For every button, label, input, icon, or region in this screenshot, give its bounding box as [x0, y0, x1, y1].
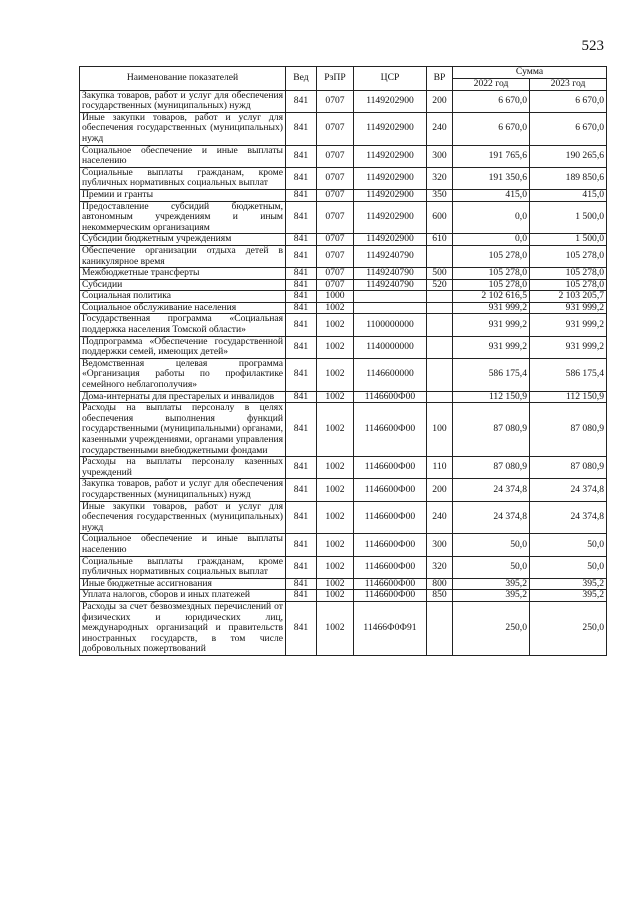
header-sum: Сумма [453, 67, 607, 79]
row-amount-2023: 250,0 [530, 601, 607, 655]
row-amount-2022: 50,0 [453, 556, 530, 578]
row-amount-2023: 6 670,0 [530, 112, 607, 145]
table-row [80, 90, 607, 112]
row-name: Социальное обеспечение и иные выплаты населению [80, 145, 286, 167]
row-amount-2022: 6 670,0 [453, 90, 530, 112]
table-row [80, 336, 607, 358]
row-ved: 841 [286, 234, 317, 246]
row-ved: 841 [286, 403, 317, 457]
row-csr: 1146600Ф00 [354, 590, 427, 602]
row-rzpr: 1002 [317, 501, 354, 534]
row-name: Государственная программа «Социальная поддержка населения Томской области» [80, 314, 286, 336]
row-csr: 1149202900 [354, 90, 427, 112]
row-amount-2022: 24 374,8 [453, 479, 530, 501]
row-amount-2022: 0,0 [453, 201, 530, 234]
row-csr: 1146600Ф00 [354, 501, 427, 534]
row-amount-2023: 105 278,0 [530, 245, 607, 267]
row-name: Закупка товаров, работ и услуг для обеспечения государственных (муниципальных) нужд [80, 90, 286, 112]
row-amount-2023: 24 374,8 [530, 501, 607, 534]
row-name: Премии и гранты [80, 189, 286, 201]
row-ved: 841 [286, 391, 317, 403]
row-name: Субсидии [80, 279, 286, 291]
row-vr [427, 391, 453, 403]
row-amount-2022: 395,2 [453, 578, 530, 590]
row-csr: 1149202900 [354, 112, 427, 145]
row-amount-2022: 6 670,0 [453, 112, 530, 145]
row-vr: 240 [427, 112, 453, 145]
row-name: Расходы за счет безвозмездных перечислений от физических и юридических лиц, международных организаций и правительств иностранных государств, в том числе добровольных пожертвований [80, 601, 286, 655]
table-row [80, 578, 607, 590]
row-amount-2023: 1 500,0 [530, 201, 607, 234]
row-amount-2022: 415,0 [453, 189, 530, 201]
row-rzpr: 1002 [317, 391, 354, 403]
row-amount-2023: 50,0 [530, 556, 607, 578]
header-vr: ВР [427, 67, 453, 91]
row-name: Расходы на выплаты персоналу казенных учреждений [80, 457, 286, 479]
row-csr: 1146600Ф00 [354, 403, 427, 457]
row-ved: 841 [286, 501, 317, 534]
row-amount-2022: 87 080,9 [453, 403, 530, 457]
row-ved: 841 [286, 358, 317, 391]
row-ved: 841 [286, 245, 317, 267]
row-amount-2023: 87 080,9 [530, 457, 607, 479]
row-amount-2022: 2 102 616,5 [453, 291, 530, 303]
row-vr: 300 [427, 534, 453, 556]
table-row [80, 268, 607, 280]
row-rzpr: 1002 [317, 457, 354, 479]
row-vr: 320 [427, 556, 453, 578]
table-row [80, 601, 607, 655]
row-amount-2023: 105 278,0 [530, 268, 607, 280]
row-vr [427, 245, 453, 267]
row-vr: 320 [427, 167, 453, 189]
row-amount-2023: 24 374,8 [530, 479, 607, 501]
row-vr: 240 [427, 501, 453, 534]
row-amount-2022: 112 150,9 [453, 391, 530, 403]
row-vr: 200 [427, 479, 453, 501]
row-ved: 841 [286, 291, 317, 303]
row-vr: 610 [427, 234, 453, 246]
row-rzpr: 1002 [317, 556, 354, 578]
table-body [80, 90, 607, 655]
row-csr: 1146600Ф00 [354, 534, 427, 556]
table-row [80, 201, 607, 234]
row-rzpr: 1002 [317, 314, 354, 336]
row-amount-2023: 105 278,0 [530, 279, 607, 291]
row-amount-2023: 415,0 [530, 189, 607, 201]
row-vr [427, 601, 453, 655]
row-name: Уплата налогов, сборов и иных платежей [80, 590, 286, 602]
row-amount-2023: 112 150,9 [530, 391, 607, 403]
row-rzpr: 1002 [317, 336, 354, 358]
row-name: Подпрограмма «Обеспечение государственной поддержки семей, имеющих детей» [80, 336, 286, 358]
row-amount-2022: 250,0 [453, 601, 530, 655]
row-amount-2023: 1 500,0 [530, 234, 607, 246]
row-name: Иные бюджетные ассигнования [80, 578, 286, 590]
row-vr: 600 [427, 201, 453, 234]
table-row [80, 291, 607, 303]
header-name: Наименование показателей [80, 67, 286, 91]
row-name: Закупка товаров, работ и услуг для обеспечения государственных (муниципальных) нужд [80, 479, 286, 501]
row-csr: 1149202900 [354, 167, 427, 189]
row-amount-2022: 50,0 [453, 534, 530, 556]
row-amount-2023: 190 265,6 [530, 145, 607, 167]
row-csr: 1149202900 [354, 234, 427, 246]
row-ved: 841 [286, 167, 317, 189]
table-row [80, 279, 607, 291]
table-row [80, 245, 607, 267]
header-rzpr: РзПР [317, 67, 354, 91]
row-vr: 850 [427, 590, 453, 602]
row-vr [427, 358, 453, 391]
row-amount-2023: 2 103 205,7 [530, 291, 607, 303]
row-vr: 100 [427, 403, 453, 457]
table-row [80, 302, 607, 314]
row-vr: 350 [427, 189, 453, 201]
header-csr: ЦСР [354, 67, 427, 91]
table-row [80, 234, 607, 246]
row-amount-2022: 105 278,0 [453, 279, 530, 291]
row-rzpr: 0707 [317, 90, 354, 112]
table-row [80, 479, 607, 501]
row-vr: 520 [427, 279, 453, 291]
row-amount-2022: 105 278,0 [453, 245, 530, 267]
row-name: Иные закупки товаров, работ и услуг для обеспечения государственных (муниципальных) нужд [80, 501, 286, 534]
header-year-2023: 2023 год [530, 79, 607, 91]
row-csr: 1149202900 [354, 145, 427, 167]
row-amount-2022: 931 999,2 [453, 336, 530, 358]
row-rzpr: 1000 [317, 291, 354, 303]
row-ved: 841 [286, 457, 317, 479]
table-row [80, 314, 607, 336]
row-amount-2022: 395,2 [453, 590, 530, 602]
row-vr: 500 [427, 268, 453, 280]
row-csr [354, 291, 427, 303]
row-csr: 1146600Ф00 [354, 479, 427, 501]
row-vr: 800 [427, 578, 453, 590]
row-vr: 200 [427, 90, 453, 112]
row-amount-2023: 87 080,9 [530, 403, 607, 457]
row-ved: 841 [286, 556, 317, 578]
row-vr [427, 291, 453, 303]
row-rzpr: 1002 [317, 601, 354, 655]
row-ved: 841 [286, 268, 317, 280]
row-csr: 1100000000 [354, 314, 427, 336]
row-csr: 1146600Ф00 [354, 556, 427, 578]
row-csr [354, 302, 427, 314]
row-rzpr: 1002 [317, 358, 354, 391]
row-ved: 841 [286, 534, 317, 556]
row-ved: 841 [286, 479, 317, 501]
row-name: Субсидии бюджетным учреждениям [80, 234, 286, 246]
row-amount-2022: 24 374,8 [453, 501, 530, 534]
row-amount-2023: 395,2 [530, 590, 607, 602]
row-vr: 110 [427, 457, 453, 479]
row-ved: 841 [286, 279, 317, 291]
table-row [80, 590, 607, 602]
row-rzpr: 0707 [317, 189, 354, 201]
row-name: Ведомственная целевая программа «Организация работы по профилактике семейного неблагополучия» [80, 358, 286, 391]
row-rzpr: 0707 [317, 112, 354, 145]
row-csr: 1146600Ф00 [354, 578, 427, 590]
row-rzpr: 0707 [317, 201, 354, 234]
row-name: Социальное обеспечение и иные выплаты населению [80, 534, 286, 556]
row-name: Социальная политика [80, 291, 286, 303]
row-csr: 1146600Ф00 [354, 391, 427, 403]
row-rzpr: 0707 [317, 234, 354, 246]
row-csr: 11466Ф0Ф91 [354, 601, 427, 655]
row-csr: 1149240790 [354, 279, 427, 291]
row-csr: 1146600Ф00 [354, 457, 427, 479]
row-rzpr: 1002 [317, 479, 354, 501]
row-ved: 841 [286, 578, 317, 590]
row-csr: 1149240790 [354, 245, 427, 267]
table-row [80, 556, 607, 578]
row-amount-2023: 931 999,2 [530, 314, 607, 336]
table-row [80, 112, 607, 145]
row-name: Расходы на выплаты персоналу в целях обеспечения выполнения функций государственными (муниципальными) органами, казенными учреждениями, органами управления государственными внебюджетными фондами [80, 403, 286, 457]
row-name: Социальное обслуживание населения [80, 302, 286, 314]
row-name: Обеспечение организации отдыха детей в каникулярное время [80, 245, 286, 267]
row-amount-2023: 50,0 [530, 534, 607, 556]
row-ved: 841 [286, 201, 317, 234]
row-name: Социальные выплаты гражданам, кроме публичных нормативных социальных выплат [80, 167, 286, 189]
row-amount-2022: 586 175,4 [453, 358, 530, 391]
page-number: 523 [581, 38, 604, 54]
row-vr [427, 314, 453, 336]
table-row [80, 167, 607, 189]
row-amount-2023: 931 999,2 [530, 336, 607, 358]
row-name: Иные закупки товаров, работ и услуг для обеспечения государственных (муниципальных) нужд [80, 112, 286, 145]
table-header-row [80, 67, 607, 79]
row-amount-2022: 191 765,6 [453, 145, 530, 167]
row-rzpr: 1002 [317, 590, 354, 602]
row-rzpr: 0707 [317, 245, 354, 267]
row-ved: 841 [286, 189, 317, 201]
row-ved: 841 [286, 601, 317, 655]
row-vr [427, 336, 453, 358]
table-row [80, 145, 607, 167]
row-amount-2023: 395,2 [530, 578, 607, 590]
row-csr: 1149240790 [354, 268, 427, 280]
row-name: Предоставление субсидий бюджетным, автономным учреждениям и иным некоммерческим организациям [80, 201, 286, 234]
row-ved: 841 [286, 90, 317, 112]
header-ved: Вед [286, 67, 317, 91]
row-name: Дома-интернаты для престарелых и инвалидов [80, 391, 286, 403]
row-amount-2023: 6 670,0 [530, 90, 607, 112]
row-amount-2023: 189 850,6 [530, 167, 607, 189]
row-rzpr: 0707 [317, 145, 354, 167]
row-csr: 1149202900 [354, 201, 427, 234]
row-ved: 841 [286, 112, 317, 145]
row-csr: 1140000000 [354, 336, 427, 358]
row-amount-2022: 931 999,2 [453, 314, 530, 336]
table-row [80, 534, 607, 556]
row-vr [427, 302, 453, 314]
row-vr: 300 [427, 145, 453, 167]
row-ved: 841 [286, 590, 317, 602]
table-row [80, 391, 607, 403]
row-ved: 841 [286, 336, 317, 358]
row-amount-2022: 87 080,9 [453, 457, 530, 479]
row-rzpr: 1002 [317, 534, 354, 556]
table-row [80, 403, 607, 457]
row-amount-2022: 105 278,0 [453, 268, 530, 280]
table-row [80, 457, 607, 479]
row-csr: 1146600000 [354, 358, 427, 391]
budget-table [79, 66, 607, 656]
row-ved: 841 [286, 302, 317, 314]
row-name: Социальные выплаты гражданам, кроме публичных нормативных социальных выплат [80, 556, 286, 578]
row-name: Межбюджетные трансферты [80, 268, 286, 280]
row-rzpr: 1002 [317, 578, 354, 590]
row-csr: 1149202900 [354, 189, 427, 201]
row-rzpr: 1002 [317, 403, 354, 457]
row-ved: 841 [286, 314, 317, 336]
row-amount-2022: 191 350,6 [453, 167, 530, 189]
table-row [80, 358, 607, 391]
row-amount-2023: 586 175,4 [530, 358, 607, 391]
row-amount-2022: 931 999,2 [453, 302, 530, 314]
row-rzpr: 0707 [317, 167, 354, 189]
table-row [80, 189, 607, 201]
row-amount-2023: 931 999,2 [530, 302, 607, 314]
row-ved: 841 [286, 145, 317, 167]
header-year-2022: 2022 год [453, 79, 530, 91]
row-rzpr: 0707 [317, 268, 354, 280]
table-row [80, 501, 607, 534]
row-rzpr: 0707 [317, 279, 354, 291]
row-amount-2022: 0,0 [453, 234, 530, 246]
row-rzpr: 1002 [317, 302, 354, 314]
